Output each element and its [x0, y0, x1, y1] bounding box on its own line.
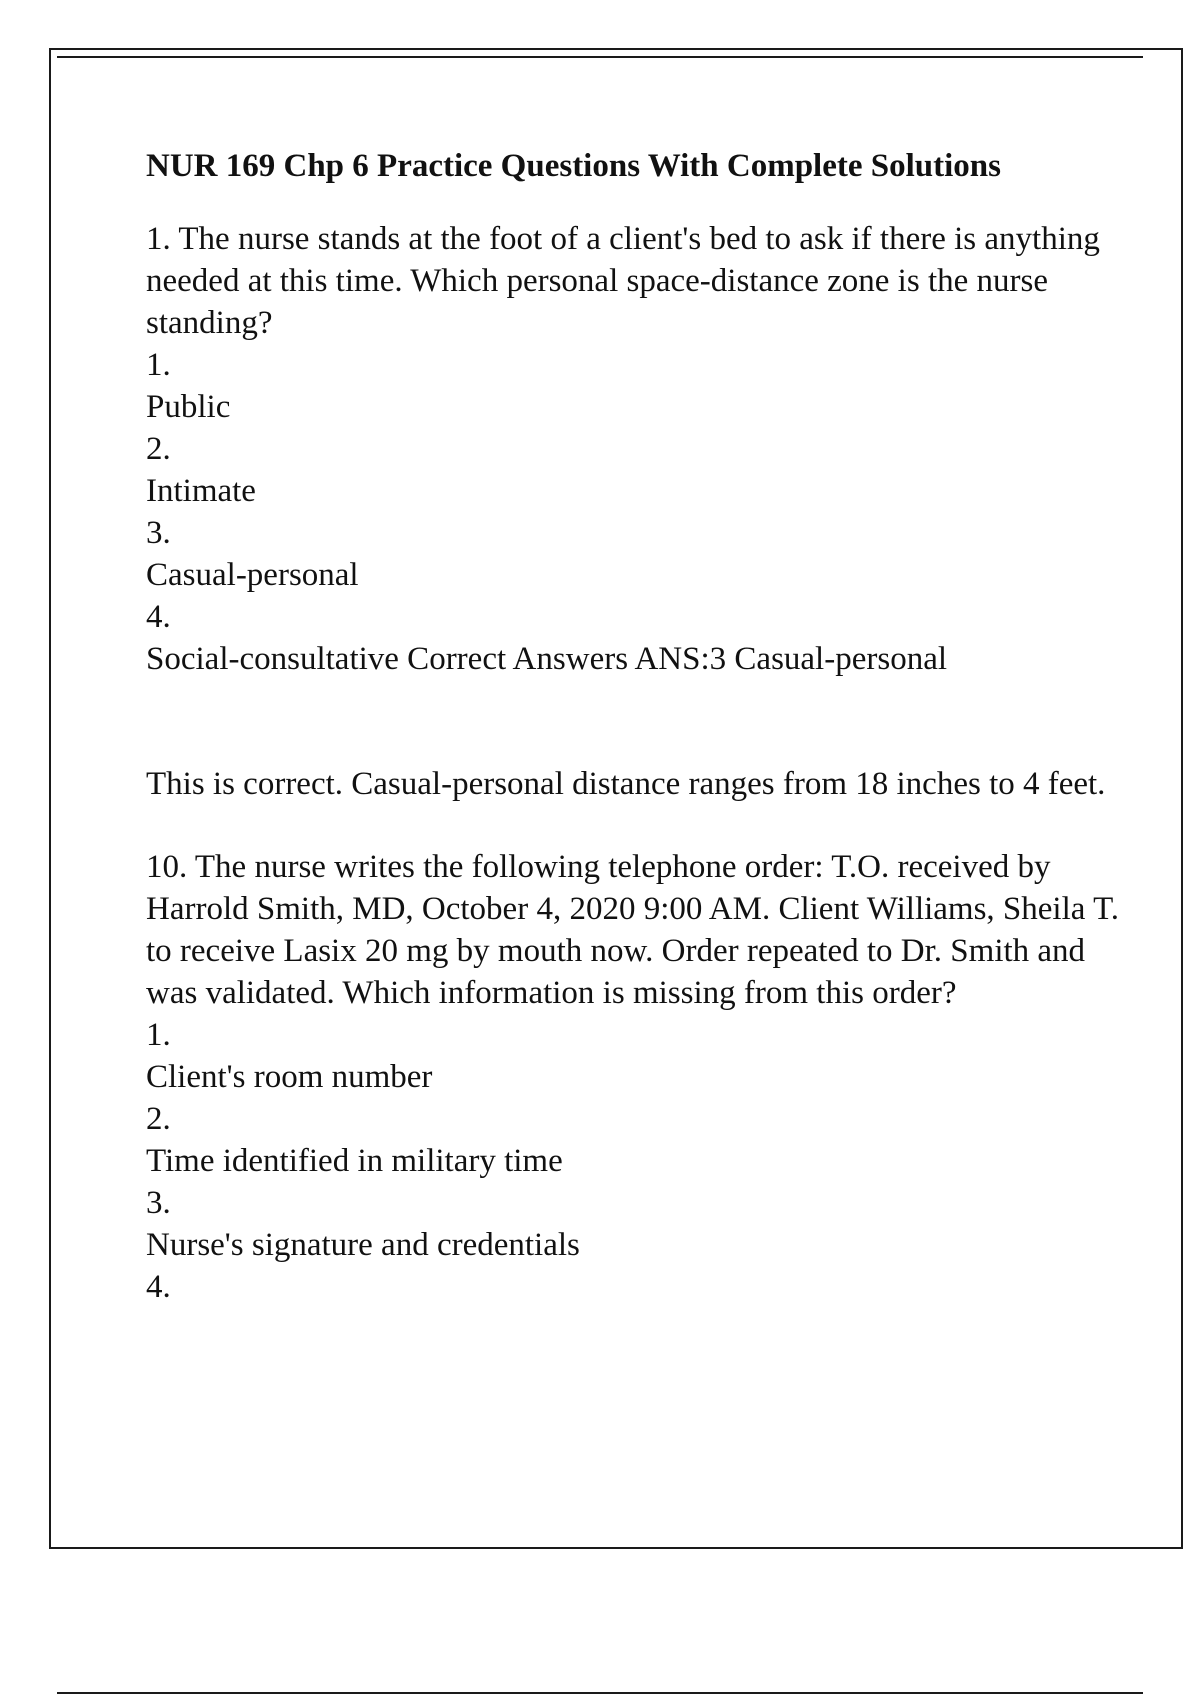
option-number: 2.: [146, 431, 171, 467]
answer-rationale: This is correct. Casual-personal distance ranges from 18 inches to 4 feet.: [146, 766, 1106, 802]
option-text: Client's room number: [146, 1059, 433, 1095]
spacer: [146, 680, 1126, 763]
document-body: [146, 140, 1126, 1308]
option-number: 2.: [146, 1101, 171, 1137]
option-text: Casual-personal: [146, 557, 359, 593]
option-number: 3.: [146, 1185, 171, 1221]
option-number: 4.: [146, 1269, 171, 1305]
option-number: 4.: [146, 599, 171, 635]
question-1: [146, 218, 1126, 805]
question-10: [146, 846, 1126, 1308]
bottom-rule: [57, 1692, 1143, 1694]
option-number: 1.: [146, 347, 171, 383]
option-text: Nurse's signature and credentials: [146, 1227, 580, 1263]
option-text: Time identified in military time: [146, 1143, 563, 1179]
option-number: 1.: [146, 1017, 171, 1053]
option-text-with-answer: Social-consultative Correct Answers ANS:3 Casual-personal: [146, 641, 948, 677]
option-text: Intimate: [146, 473, 256, 509]
spacer: [146, 805, 1126, 846]
document-title: NUR 169 Chp 6 Practice Questions With Complete Solutions: [146, 148, 1001, 184]
option-text: Public: [146, 389, 231, 425]
option-number: 3.: [146, 515, 171, 551]
top-rule: [57, 56, 1143, 58]
question-stem: 1. The nurse stands at the foot of a client's bed to ask if there is anything needed at this time. Which personal space-distance zone is the nurse standing?: [146, 221, 1100, 341]
question-stem: 10. The nurse writes the following telephone order: T.O. received by Harrold Smith, MD, October 4, 2020 9:00 AM. Client Williams, Sheila T. to receive Lasix 20 mg by mouth now. Order repeated to Dr. Smith and was validated. Which information is missing from this order?: [146, 849, 1120, 1011]
